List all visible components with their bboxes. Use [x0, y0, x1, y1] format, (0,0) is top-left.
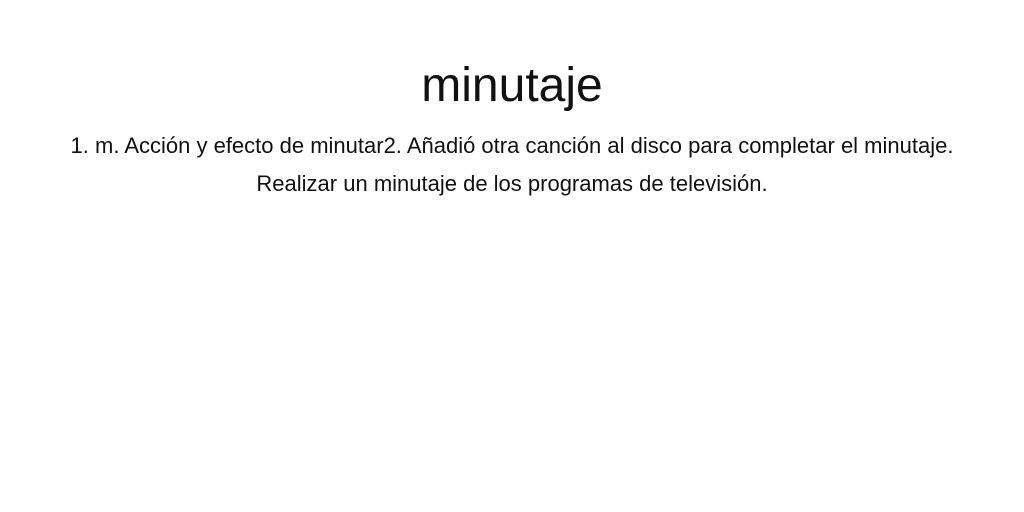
definition-text: 1. m. Acción y efecto de minutar2. Añadió otra canción al disco para completar el minutaje. Realizar un minutaje de los programas de televisión. [70, 133, 954, 196]
headword-title: minutaje [421, 59, 603, 112]
